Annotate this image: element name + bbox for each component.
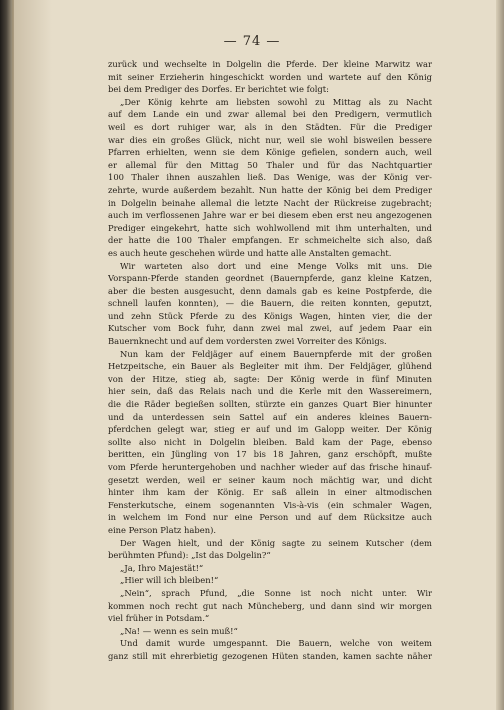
text-line: weil es dort ruhiger war, als in den Städten. Für die Prediger	[108, 121, 432, 132]
text-line: Nun kam der Feldjäger auf einem Bauernpferde mit der großen	[120, 348, 432, 359]
text-line: zurück und wechselte in Dolgelin die Pferde. Der kleine Marwitz war	[108, 59, 432, 69]
text-line: berühmten Pfund): „Ist das Dolgelin?“	[108, 550, 271, 561]
text-line: vom Pferde heruntergehoben und nachher wieder auf das frische hinauf-	[108, 462, 432, 472]
text-line: „Hier will ich bleiben!“	[120, 575, 219, 586]
text-line: kommen noch recht gut nach Müncheberg, und dann sind wir morgen	[108, 600, 432, 611]
text-line: „Na! — wenn es sein muß!“	[120, 625, 238, 636]
text-line: der hatte die 100 Thaler empfangen. Er schmeichelte sich also, daß	[108, 235, 432, 246]
text-line: Der Wagen hielt, und der König sagte zu seinem Kutscher (dem	[120, 537, 432, 548]
text-line: pferdchen gelegt war, stieg er auf und im Galopp weiter. Der König	[108, 424, 432, 435]
text-line: es auch heute geschehen würde und hatte alle Anstalten gemacht.	[108, 247, 392, 258]
page-number: — 74 —	[223, 34, 281, 49]
page-edge	[496, 0, 504, 710]
page-stain	[12, 0, 52, 710]
text-line: beritten, ein Jüngling von 17 bis 18 Jahren, ganz erschöpft, mußte	[108, 449, 432, 460]
text-line: zehrte, wurde außerdem bezahlt. Nun hatte der König bei dem Prediger	[108, 184, 432, 195]
text-line: gesetzt werden, weil er seiner kaum noch mächtig war, und dicht	[108, 474, 432, 485]
text-line: die die Räder begießen sollten, stürzte ein ganzes Quart Bier hinunter	[108, 399, 432, 410]
text-line: sollte also nicht in Dolgelin bleiben. Bald kam der Page, ebenso	[108, 436, 432, 447]
text-line: bei dem Prediger des Dorfes. Er berichtet wie folgt:	[108, 84, 329, 95]
text-line: Kutscher vom Bock fuhr, dann zwei mal zwei, auf jedem Paar ein	[108, 323, 432, 334]
text-line: Fensterkutsche, einem sogenannten Vis-à-vis (ein schmaler Wagen,	[108, 499, 432, 510]
text-line: ganz still mit ehrerbietig gezogenen Hüten standen, kamen sachte näher	[108, 650, 432, 661]
text-line: in welchem im Fond nur eine Person und auf dem Rücksitze auch	[108, 512, 432, 523]
text-line: Hetzpeitsche, ein Bauer als Begleiter mit ihm. Der Feldjäger, glühend	[108, 361, 432, 372]
body-text	[108, 58, 432, 663]
text-line: von der Hitze, stieg ab, sagte: Der König werde in fünf Minuten	[108, 373, 432, 384]
text-line: war dies ein großes Glück, nicht nur, weil sie wohl bisweilen bessere	[108, 134, 432, 145]
text-line: mit seiner Erzieherin hingeschickt worden und wartete auf den König	[108, 71, 432, 82]
text-line: und da unterdessen sein Sattel auf ein anderes kleines Bauern-	[108, 411, 432, 422]
text-line: „Der König kehrte am liebsten sowohl zu Mittag als zu Nacht	[120, 96, 432, 107]
text-line: hier sein, daß das Relais nach und die Kerle mit den Wassereimern,	[108, 386, 432, 397]
text-line: und zehn Stück Pferde zu des Königs Wagen, hinten vier, die der	[108, 310, 432, 321]
text-line: Und damit wurde umgespannt. Die Bauern, welche von weitem	[120, 638, 432, 649]
text-line: Vorspann-Pferde standen geordnet (Bauernpferde, ganz kleine Katzen,	[108, 273, 432, 284]
text-line: Wir warteten also dort und eine Menge Volks mit uns. Die	[120, 260, 432, 271]
text-line: aber die besten ausgesucht, denn damals gab es keine Postpferde, die	[108, 285, 432, 296]
text-line: hinter ihm kam der König. Er saß allein in einer altmodischen	[108, 487, 432, 498]
text-line: Prediger eingekehrt, hatte sich wohlwollend mit ihm unterhalten, und	[108, 222, 432, 233]
text-line: „Ja, Ihro Majestät!“	[120, 562, 204, 573]
text-line: schnell laufen konnten), — die Bauern, die reiten konnten, geputzt,	[108, 298, 432, 309]
text-line: Pfarren erhielten, wenn sie dem Könige gefielen, sondern auch, weil	[108, 147, 432, 158]
text-line: eine Person Platz haben).	[108, 524, 217, 535]
text-line: auch im verflossenen Jahre war er bei diesem eben erst neu angezogenen	[108, 210, 432, 221]
text-line: 100 Thaler ihnen auszahlen ließ. Das Wenige, was der König ver-	[108, 172, 432, 183]
text-line: er allemal für den Mittag 50 Thaler und für das Nachtquartier	[108, 159, 432, 170]
text-line: viel früher in Potsdam.“	[108, 613, 210, 624]
text-line: „Nein“, sprach Pfund, „die Sonne ist noch nicht unter. Wir	[120, 587, 432, 598]
text-line: auf dem Lande ein und zwar allemal bei den Predigern, vermutlich	[108, 109, 432, 120]
text-line: Bauernknecht und auf dem vordersten zwei Vorreiter des Königs.	[108, 336, 387, 347]
text-line: in Dolgelin beinahe allemal die letzte Nacht der Rückreise zugebracht;	[108, 197, 432, 208]
